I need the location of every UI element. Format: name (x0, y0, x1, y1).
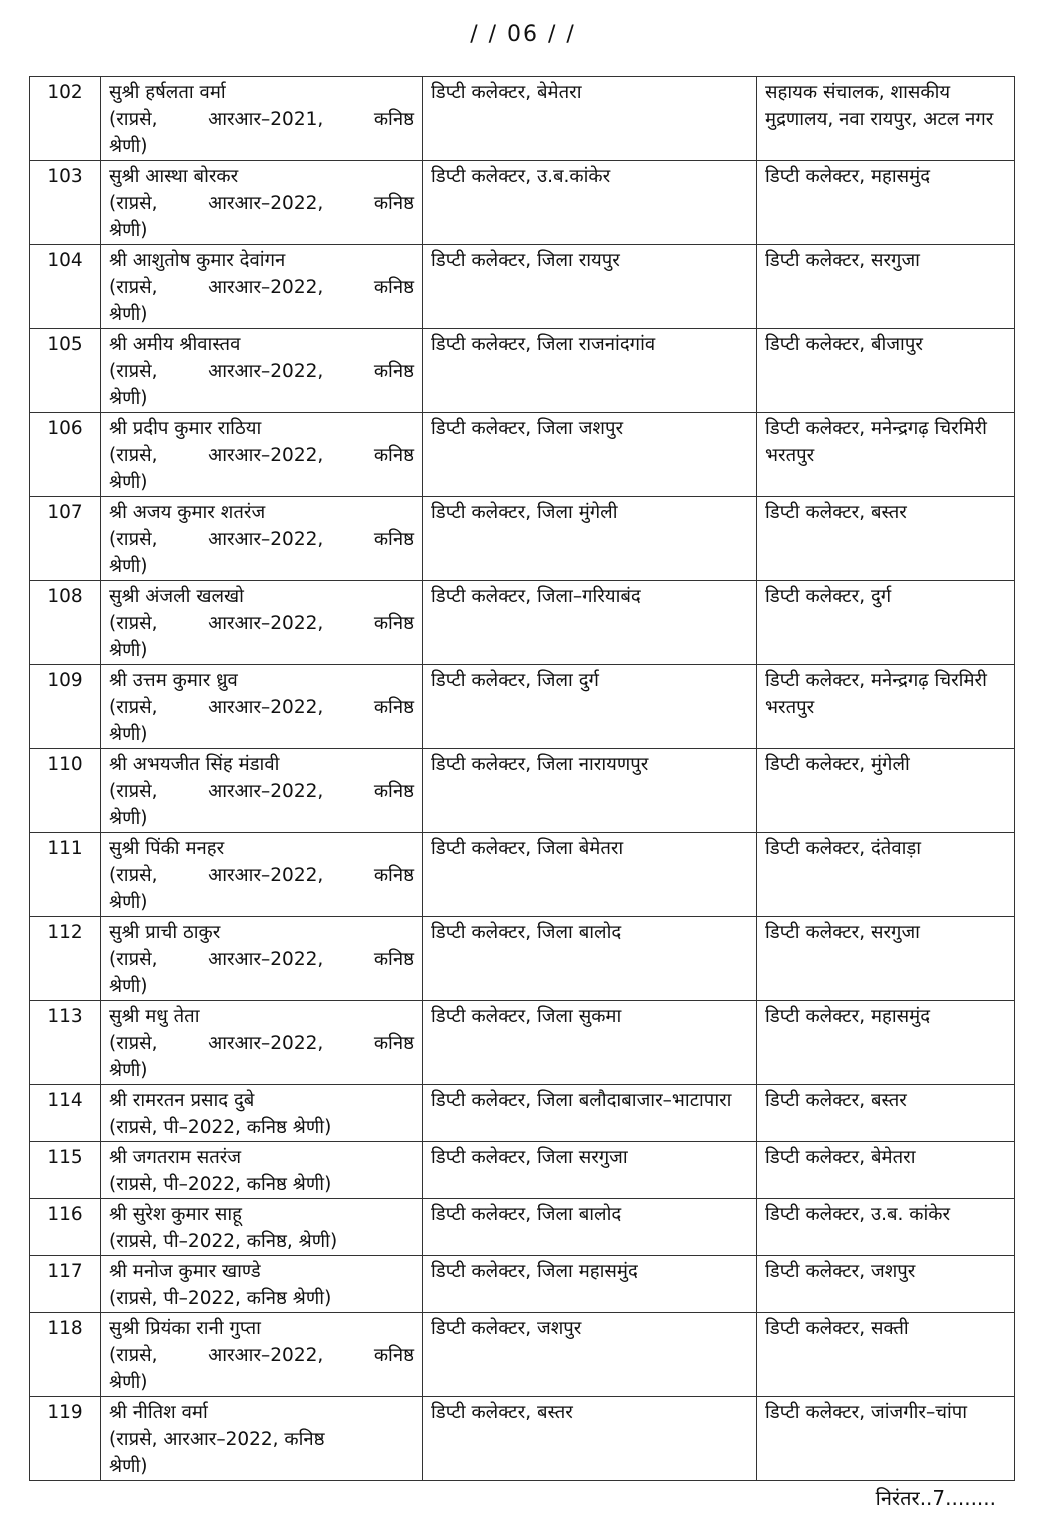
transfer-table (29, 76, 1015, 1481)
officer-cell (101, 1313, 423, 1397)
service-cadre-part: (राप्रसे, (109, 193, 158, 214)
service-cadre: (राप्रसे, पी–2022, कनिष्ठ श्रेणी) (109, 1288, 332, 1309)
officer-name: सुश्री प्राची ठाकुर (109, 922, 221, 943)
serial-number: 104 (30, 245, 101, 329)
officer-cell (101, 833, 423, 917)
service-cadre (109, 862, 414, 889)
table-row (30, 1313, 1015, 1397)
service-cadre-part: कनिष्ठ (373, 277, 414, 298)
current-posting: डिप्टी कलेक्टर, जिला जशपुर (423, 413, 757, 497)
service-cadre-tail: श्रेणी) (109, 892, 148, 913)
new-posting: डिप्टी कलेक्टर, दंतेवाड़ा (757, 833, 1015, 917)
service-cadre: (राप्रसे, पी–2022, कनिष्ठ श्रेणी) (109, 1174, 332, 1195)
new-posting: डिप्टी कलेक्टर, सक्ती (757, 1313, 1015, 1397)
current-posting: डिप्टी कलेक्टर, जिला सुकमा (423, 1001, 757, 1085)
service-cadre-tail: श्रेणी) (109, 136, 148, 157)
current-posting: डिप्टी कलेक्टर, जिला बालोद (423, 917, 757, 1001)
officer-name: सुश्री मधु तेता (109, 1006, 200, 1027)
service-cadre-part: आरआर–2021, (208, 109, 324, 130)
officer-name: श्री नीतिश वर्मा (109, 1402, 208, 1423)
officer-name: श्री आशुतोष कुमार देवांगन (109, 250, 286, 271)
officer-cell (101, 1085, 423, 1142)
service-cadre: (राप्रसे, पी–2022, कनिष्ठ, श्रेणी) (109, 1231, 338, 1252)
officer-cell (101, 245, 423, 329)
service-cadre-part: (राप्रसे, (109, 109, 158, 130)
serial-number: 103 (30, 161, 101, 245)
serial-number: 109 (30, 665, 101, 749)
table-row (30, 413, 1015, 497)
table-row (30, 245, 1015, 329)
serial-number: 112 (30, 917, 101, 1001)
new-posting: डिप्टी कलेक्टर, सरगुजा (757, 917, 1015, 1001)
current-posting: डिप्टी कलेक्टर, जिला बलौदाबाजार–भाटापारा (423, 1085, 757, 1142)
service-cadre-tail: श्रेणी) (109, 808, 148, 829)
serial-number: 117 (30, 1256, 101, 1313)
service-cadre-tail: श्रेणी) (109, 1372, 148, 1393)
service-cadre-part: आरआर–2022, (208, 445, 324, 466)
officer-cell (101, 413, 423, 497)
service-cadre-part: कनिष्ठ (373, 109, 414, 130)
service-cadre: (राप्रसे, पी–2022, कनिष्ठ श्रेणी) (109, 1117, 332, 1138)
service-cadre-part: कनिष्ठ (373, 1345, 414, 1366)
service-cadre (109, 274, 414, 301)
service-cadre-part: कनिष्ठ (373, 1033, 414, 1054)
service-cadre-part: (राप्रसे, (109, 949, 158, 970)
officer-cell (101, 1001, 423, 1085)
service-cadre (109, 106, 414, 133)
serial-number: 116 (30, 1199, 101, 1256)
new-posting: डिप्टी कलेक्टर, मुंगेली (757, 749, 1015, 833)
service-cadre (109, 526, 414, 553)
new-posting: डिप्टी कलेक्टर, सरगुजा (757, 245, 1015, 329)
serial-number: 114 (30, 1085, 101, 1142)
officer-cell (101, 1397, 423, 1481)
service-cadre (109, 358, 414, 385)
officer-name: श्री अजय कुमार शतरंज (109, 502, 266, 523)
service-cadre-part: (राप्रसे, (109, 1033, 158, 1054)
new-posting: डिप्टी कलेक्टर, जांजगीर–चांपा (757, 1397, 1015, 1481)
service-cadre-part: (राप्रसे, (109, 277, 158, 298)
current-posting: डिप्टी कलेक्टर, जिला बालोद (423, 1199, 757, 1256)
service-cadre-part: (राप्रसे, (109, 865, 158, 886)
serial-number: 111 (30, 833, 101, 917)
service-cadre (109, 1030, 414, 1057)
service-cadre-part: (राप्रसे, (109, 613, 158, 634)
serial-number: 113 (30, 1001, 101, 1085)
new-posting: डिप्टी कलेक्टर, बीजापुर (757, 329, 1015, 413)
table-row (30, 917, 1015, 1001)
service-cadre-part: आरआर–2022, (208, 865, 324, 886)
service-cadre (109, 442, 414, 469)
current-posting: डिप्टी कलेक्टर, बेमेतरा (423, 77, 757, 161)
new-posting: डिप्टी कलेक्टर, बस्तर (757, 497, 1015, 581)
officer-cell (101, 665, 423, 749)
current-posting: डिप्टी कलेक्टर, जिला दुर्ग (423, 665, 757, 749)
officer-cell (101, 1142, 423, 1199)
continued-note: निरंतर..7........ (875, 1486, 996, 1510)
officer-name: श्री अमीय श्रीवास्तव (109, 334, 241, 355)
service-cadre-part: (राप्रसे, (109, 529, 158, 550)
officer-name: सुश्री पिंकी मनहर (109, 838, 225, 859)
officer-cell (101, 917, 423, 1001)
serial-number: 105 (30, 329, 101, 413)
service-cadre (109, 1342, 414, 1369)
service-cadre-tail: श्रेणी) (109, 1060, 148, 1081)
current-posting: डिप्टी कलेक्टर, जशपुर (423, 1313, 757, 1397)
service-cadre-part: (राप्रसे, (109, 781, 158, 802)
officer-cell (101, 1199, 423, 1256)
table-row (30, 749, 1015, 833)
current-posting: डिप्टी कलेक्टर, जिला बेमेतरा (423, 833, 757, 917)
service-cadre-part: आरआर–2022, (208, 361, 324, 382)
service-cadre-part: आरआर–2022, (208, 277, 324, 298)
table-row (30, 665, 1015, 749)
officer-name: श्री अभयजीत सिंह मंडावी (109, 754, 280, 775)
table-row (30, 581, 1015, 665)
current-posting: डिप्टी कलेक्टर, जिला रायपुर (423, 245, 757, 329)
service-cadre (109, 694, 414, 721)
table-row (30, 1199, 1015, 1256)
officer-cell (101, 749, 423, 833)
service-cadre-part: आरआर–2022, (208, 781, 324, 802)
service-cadre-part: (राप्रसे, (109, 1345, 158, 1366)
service-cadre-part: (राप्रसे, (109, 697, 158, 718)
table-row (30, 329, 1015, 413)
service-cadre-part: आरआर–2022, (208, 697, 324, 718)
officer-name: सुश्री हर्षलता वर्मा (109, 82, 226, 103)
officer-name: सुश्री अंजली खलखो (109, 586, 244, 607)
service-cadre-part: आरआर–2022, (208, 613, 324, 634)
current-posting: डिप्टी कलेक्टर, जिला–गरियाबंद (423, 581, 757, 665)
table-row (30, 1397, 1015, 1481)
new-posting: डिप्टी कलेक्टर, बेमेतरा (757, 1142, 1015, 1199)
officer-cell (101, 329, 423, 413)
service-cadre-part: कनिष्ठ (373, 529, 414, 550)
table-row (30, 1001, 1015, 1085)
current-posting: डिप्टी कलेक्टर, जिला नारायणपुर (423, 749, 757, 833)
table-row (30, 1142, 1015, 1199)
new-posting: सहायक संचालक, शासकीय मुद्रणालय, नवा रायपुर, अटल नगर (757, 77, 1015, 161)
new-posting: डिप्टी कलेक्टर, बस्तर (757, 1085, 1015, 1142)
current-posting: डिप्टी कलेक्टर, जिला सरगुजा (423, 1142, 757, 1199)
service-cadre-tail: श्रेणी) (109, 976, 148, 997)
table-row (30, 77, 1015, 161)
service-cadre-part: कनिष्ठ (373, 613, 414, 634)
officer-name: श्री उत्तम कुमार ध्रुव (109, 670, 238, 691)
service-cadre-part: कनिष्ठ (373, 193, 414, 214)
new-posting: डिप्टी कलेक्टर, महासमुंद (757, 161, 1015, 245)
serial-number: 108 (30, 581, 101, 665)
service-cadre (109, 610, 414, 637)
table-row (30, 833, 1015, 917)
officer-name: श्री प्रदीप कुमार राठिया (109, 418, 262, 439)
service-cadre-part: कनिष्ठ (373, 781, 414, 802)
officer-cell (101, 581, 423, 665)
new-posting: डिप्टी कलेक्टर, उ.ब. कांकेर (757, 1199, 1015, 1256)
service-cadre (109, 190, 414, 217)
officer-cell (101, 161, 423, 245)
service-cadre-part: आरआर–2022, (208, 1033, 324, 1054)
officer-name: सुश्री आस्था बोरकर (109, 166, 239, 187)
new-posting: डिप्टी कलेक्टर, महासमुंद (757, 1001, 1015, 1085)
service-cadre-tail: श्रेणी) (109, 220, 148, 241)
service-cadre-part: कनिष्ठ (373, 445, 414, 466)
new-posting: डिप्टी कलेक्टर, जशपुर (757, 1256, 1015, 1313)
officer-name: सुश्री प्रियंका रानी गुप्ता (109, 1318, 261, 1339)
serial-number: 115 (30, 1142, 101, 1199)
serial-number: 107 (30, 497, 101, 581)
current-posting: डिप्टी कलेक्टर, जिला मुंगेली (423, 497, 757, 581)
new-posting: डिप्टी कलेक्टर, दुर्ग (757, 581, 1015, 665)
service-cadre-part: आरआर–2022, (208, 1345, 324, 1366)
service-cadre-part: आरआर–2022, (208, 529, 324, 550)
serial-number: 110 (30, 749, 101, 833)
service-cadre-tail: श्रेणी) (109, 388, 148, 409)
table-row (30, 497, 1015, 581)
serial-number: 119 (30, 1397, 101, 1481)
table-row (30, 161, 1015, 245)
service-cadre-part: कनिष्ठ (373, 865, 414, 886)
service-cadre-part: आरआर–2022, (208, 193, 324, 214)
service-cadre (109, 946, 414, 973)
current-posting: डिप्टी कलेक्टर, उ.ब.कांकेर (423, 161, 757, 245)
service-cadre-tail: श्रेणी) (109, 724, 148, 745)
current-posting: डिप्टी कलेक्टर, जिला महासमुंद (423, 1256, 757, 1313)
page-number-marker: / / 06 / / (470, 22, 576, 47)
officer-name: श्री सुरेश कुमार साहू (109, 1204, 242, 1225)
new-posting: डिप्टी कलेक्टर, मनेन्द्रगढ़ चिरमिरी भरतपुर (757, 413, 1015, 497)
service-cadre-part: कनिष्ठ (373, 361, 414, 382)
officer-cell (101, 1256, 423, 1313)
service-cadre (109, 778, 414, 805)
serial-number: 118 (30, 1313, 101, 1397)
officer-name: श्री जगतराम सतरंज (109, 1147, 242, 1168)
officer-name: श्री रामरतन प्रसाद दुबे (109, 1090, 255, 1111)
new-posting: डिप्टी कलेक्टर, मनेन्द्रगढ़ चिरमिरी भरतपुर (757, 665, 1015, 749)
service-cadre-part: कनिष्ठ (373, 697, 414, 718)
service-cadre-tail: श्रेणी) (109, 472, 148, 493)
serial-number: 106 (30, 413, 101, 497)
service-cadre-part: कनिष्ठ (373, 949, 414, 970)
service-cadre-tail: श्रेणी) (109, 304, 148, 325)
service-cadre-tail: श्रेणी) (109, 640, 148, 661)
service-cadre-part: (राप्रसे, (109, 445, 158, 466)
service-cadre-part: आरआर–2022, (208, 949, 324, 970)
serial-number: 102 (30, 77, 101, 161)
officer-cell (101, 497, 423, 581)
current-posting: डिप्टी कलेक्टर, बस्तर (423, 1397, 757, 1481)
table-row (30, 1085, 1015, 1142)
service-cadre-tail: श्रेणी) (109, 556, 148, 577)
service-cadre-part: (राप्रसे, (109, 361, 158, 382)
service-cadre: (राप्रसे, आरआर–2022, कनिष्ठ (109, 1429, 325, 1450)
current-posting: डिप्टी कलेक्टर, जिला राजनांदगांव (423, 329, 757, 413)
officer-cell (101, 77, 423, 161)
table-row (30, 1256, 1015, 1313)
officer-name: श्री मनोज कुमार खाण्डे (109, 1261, 261, 1282)
service-cadre-tail: श्रेणी) (109, 1456, 148, 1477)
